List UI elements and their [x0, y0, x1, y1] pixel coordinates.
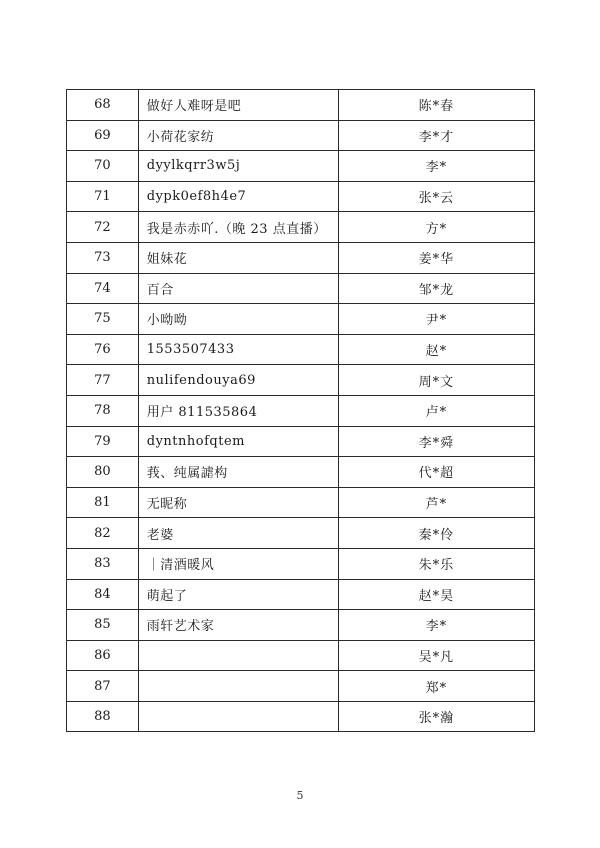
person-name: 周*文 [338, 365, 534, 396]
table-row [67, 212, 535, 243]
table-body [67, 90, 535, 732]
table-row [67, 610, 535, 641]
person-name: 吴*凡 [338, 640, 534, 671]
person-name: 赵*昊 [338, 579, 534, 610]
table-row [67, 518, 535, 549]
person-name: 赵* [338, 334, 534, 365]
person-name: 芦* [338, 487, 534, 518]
name-list-table [66, 89, 535, 732]
table-row [67, 426, 535, 457]
table-row [67, 334, 535, 365]
person-name: 姜*华 [338, 242, 534, 273]
table-row [67, 457, 535, 488]
account-name: ｜清酒暖风 [138, 548, 338, 579]
table-row [67, 548, 535, 579]
account-name: 我是赤赤吖.（晚 23 点直播） [138, 212, 338, 243]
account-name: 萌起了 [138, 579, 338, 610]
person-name: 代*超 [338, 457, 534, 488]
table-row [67, 365, 535, 396]
account-name: 小荷花家纺 [138, 120, 338, 151]
account-name: 用户 811535864 [138, 395, 338, 426]
table-row [67, 640, 535, 671]
account-name: 无昵称 [138, 487, 338, 518]
row-number: 73 [67, 242, 139, 273]
account-name [138, 640, 338, 671]
person-name: 秦*伶 [338, 518, 534, 549]
table-row [67, 90, 535, 121]
table-row [67, 304, 535, 335]
account-name: 小呦呦 [138, 304, 338, 335]
person-name: 方* [338, 212, 534, 243]
person-name: 邹*龙 [338, 273, 534, 304]
account-name: dyntnhofqtem [138, 426, 338, 457]
account-name: dyylkqrr3w5j [138, 151, 338, 182]
person-name: 朱*乐 [338, 548, 534, 579]
row-number: 70 [67, 151, 139, 182]
person-name: 郑* [338, 671, 534, 702]
person-name: 尹* [338, 304, 534, 335]
row-number: 80 [67, 457, 139, 488]
row-number: 69 [67, 120, 139, 151]
row-number: 77 [67, 365, 139, 396]
row-number: 68 [67, 90, 139, 121]
table-row [67, 181, 535, 212]
person-name: 张*瀚 [338, 701, 534, 732]
row-number: 76 [67, 334, 139, 365]
person-name: 张*云 [338, 181, 534, 212]
table-row [67, 487, 535, 518]
table-row [67, 701, 535, 732]
account-name [138, 671, 338, 702]
row-number: 74 [67, 273, 139, 304]
table-row [67, 395, 535, 426]
row-number: 72 [67, 212, 139, 243]
account-name: nulifendouya69 [138, 365, 338, 396]
person-name: 李* [338, 151, 534, 182]
person-name: 李*舜 [338, 426, 534, 457]
row-number: 75 [67, 304, 139, 335]
row-number: 78 [67, 395, 139, 426]
account-name: 老婆 [138, 518, 338, 549]
account-name: 雨轩艺术家 [138, 610, 338, 641]
row-number: 82 [67, 518, 139, 549]
page-number: 5 [296, 789, 304, 802]
table-row [67, 273, 535, 304]
row-number: 88 [67, 701, 139, 732]
account-name [138, 701, 338, 732]
row-number: 81 [67, 487, 139, 518]
row-number: 84 [67, 579, 139, 610]
person-name: 李*才 [338, 120, 534, 151]
account-name: 1553507433 [138, 334, 338, 365]
person-name: 卢* [338, 395, 534, 426]
account-name: 做好人难呀是吧 [138, 90, 338, 121]
table-row [67, 120, 535, 151]
person-name: 陈*春 [338, 90, 534, 121]
row-number: 83 [67, 548, 139, 579]
row-number: 79 [67, 426, 139, 457]
table-row [67, 579, 535, 610]
row-number: 86 [67, 640, 139, 671]
account-name: 莪、纯属謔构 [138, 457, 338, 488]
row-number: 85 [67, 610, 139, 641]
row-number: 71 [67, 181, 139, 212]
person-name: 李* [338, 610, 534, 641]
account-name: 姐妹花 [138, 242, 338, 273]
table-row [67, 151, 535, 182]
table-row [67, 242, 535, 273]
account-name: 百合 [138, 273, 338, 304]
account-name: dypk0ef8h4e7 [138, 181, 338, 212]
table-row [67, 671, 535, 702]
row-number: 87 [67, 671, 139, 702]
